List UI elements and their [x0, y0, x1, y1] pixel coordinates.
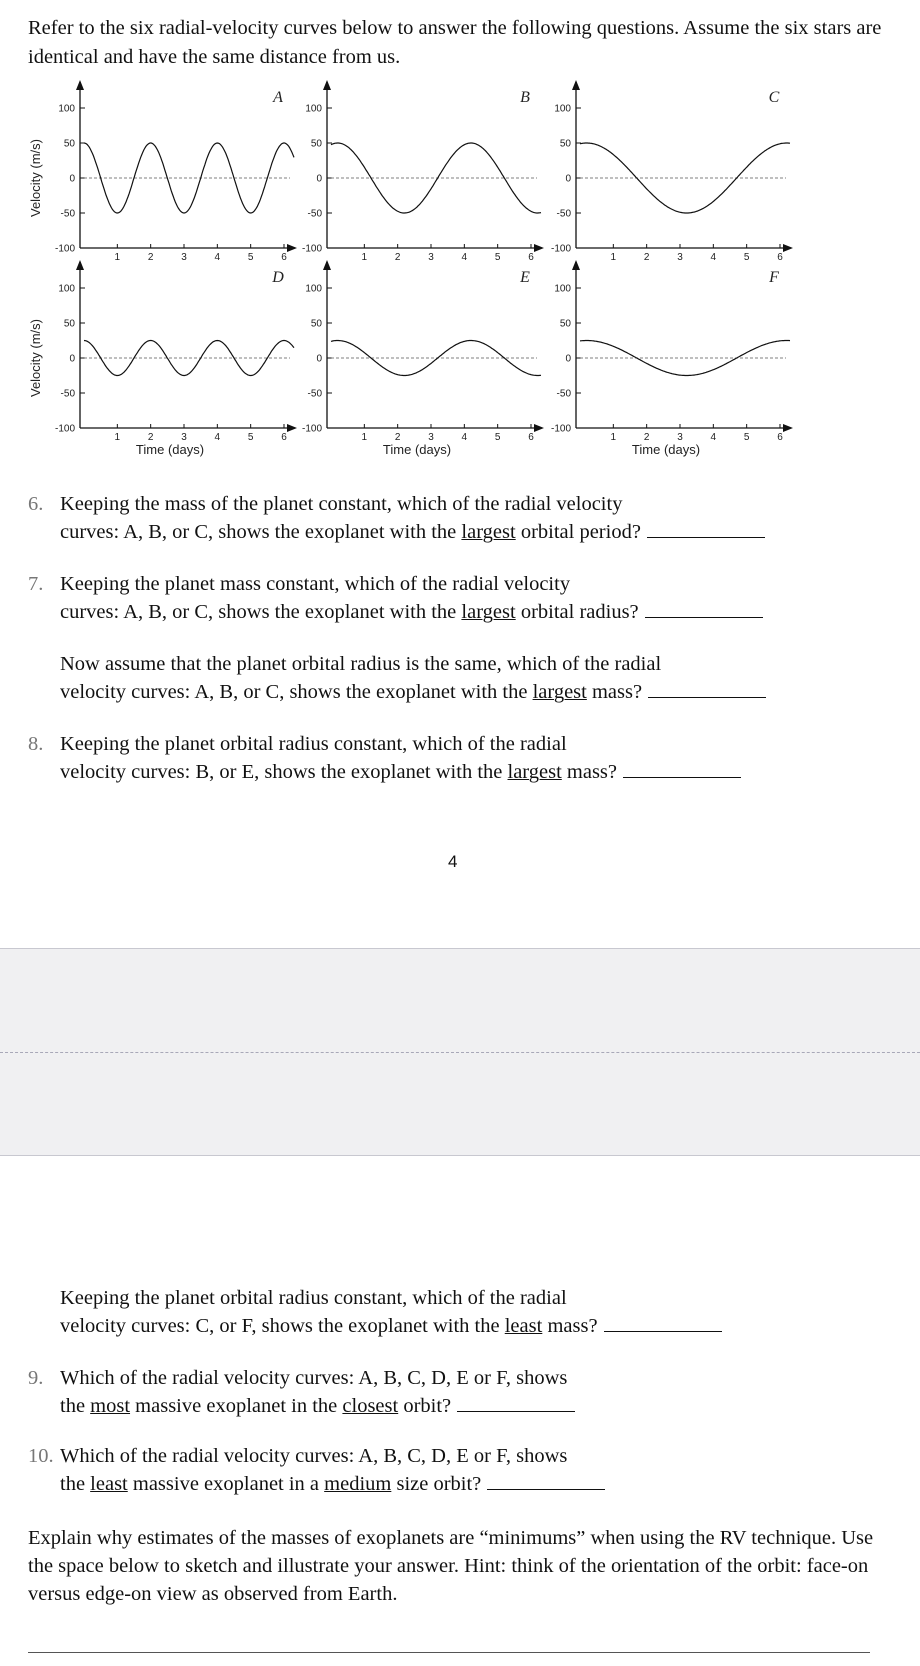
y-tick-label: -100	[54, 423, 75, 435]
x-axis-arrow	[534, 424, 544, 432]
question-line: curves: A, B, or C, shows the exoplanet with the largest orbital period?	[60, 518, 765, 546]
question-line: Keeping the planet orbital radius constant, which of the radial	[60, 1287, 567, 1309]
y-tick-label: 100	[58, 283, 75, 295]
x-tick-label: 2	[643, 432, 650, 443]
x-tick-label: 5	[247, 432, 254, 443]
question-line: Which of the radial velocity curves: A, B, C, D, E or F, shows	[60, 1445, 568, 1467]
y-tick-label: -100	[301, 243, 322, 255]
y-axis-arrow	[76, 80, 84, 90]
answer-blank[interactable]	[645, 599, 763, 618]
y-tick-label: -50	[60, 208, 75, 220]
panel-label: F	[769, 269, 779, 286]
y-axis-title: Velocity (m/s)	[28, 318, 43, 398]
question-number: 10.	[28, 1445, 54, 1467]
answer-blank[interactable]	[648, 679, 766, 698]
x-axis-arrow	[783, 424, 793, 432]
x-tick-label: 4	[710, 252, 717, 263]
y-tick-label: 100	[554, 283, 571, 295]
panel-label: D	[272, 269, 284, 286]
y-tick-label: -50	[556, 208, 571, 220]
panel-label: E	[520, 269, 530, 286]
x-tick-label: 3	[181, 432, 187, 443]
x-tick-label: 6	[777, 252, 783, 263]
x-tick-label: 6	[777, 432, 783, 443]
x-tick-label: 1	[361, 252, 368, 263]
y-tick-label: -50	[307, 388, 322, 400]
answer-line[interactable]	[28, 1652, 870, 1653]
rv-panel-b	[302, 80, 544, 263]
x-tick-label: 1	[114, 252, 121, 263]
y-tick-label: 100	[554, 103, 571, 115]
question-number: 6.	[28, 493, 44, 515]
y-tick-label: -100	[550, 423, 571, 435]
question-line: the least massive exoplanet in a medium size orbit?	[60, 1470, 605, 1498]
x-tick-label: 1	[610, 432, 617, 443]
answer-blank[interactable]	[487, 1471, 605, 1490]
y-tick-label: 0	[69, 173, 75, 185]
y-axis-arrow	[76, 260, 84, 270]
y-tick-label: 0	[565, 353, 571, 365]
x-tick-label: 2	[394, 252, 401, 263]
question-line: velocity curves: C, or F, shows the exoplanet with the least mass?	[60, 1312, 722, 1340]
x-tick-label: 1	[610, 252, 617, 263]
y-tick-label: 0	[565, 173, 571, 185]
answer-blank[interactable]	[604, 1313, 722, 1332]
question-line: Which of the radial velocity curves: A, B, C, D, E or F, shows	[60, 1367, 568, 1389]
x-tick-label: 2	[147, 252, 154, 263]
x-tick-label: 6	[528, 252, 534, 263]
x-tick-label: 5	[494, 252, 501, 263]
y-tick-label: 50	[559, 318, 571, 330]
x-tick-label: 5	[743, 432, 750, 443]
x-tick-label: 6	[281, 252, 287, 263]
page-break	[0, 948, 920, 1156]
rv-panel-c	[551, 80, 793, 263]
question-line: the most massive exoplanet in the closest orbit?	[60, 1392, 575, 1420]
x-tick-label: 3	[181, 252, 187, 263]
x-axis-arrow	[534, 244, 544, 252]
rv-panel-f	[551, 260, 793, 457]
x-tick-label: 3	[428, 252, 434, 263]
rv-panel-a	[28, 80, 297, 263]
x-tick-label: 6	[528, 432, 534, 443]
y-axis-arrow	[323, 80, 331, 90]
intro-paragraph: Refer to the six radial-velocity curves below to answer the following questions. Assume the six stars are identical and have the same distance from us.	[28, 17, 882, 68]
rv-panel-d	[28, 260, 297, 457]
y-tick-label: 100	[305, 283, 322, 295]
x-tick-label: 3	[677, 432, 683, 443]
x-tick-label: 5	[494, 432, 501, 443]
x-axis-arrow	[287, 244, 297, 252]
y-tick-label: 50	[63, 318, 75, 330]
page-number: 4	[448, 852, 458, 871]
y-tick-label: -100	[550, 243, 571, 255]
y-axis-arrow	[323, 260, 331, 270]
x-tick-label: 4	[461, 252, 468, 263]
y-axis-arrow	[572, 260, 580, 270]
x-tick-label: 1	[114, 432, 121, 443]
x-tick-label: 3	[428, 432, 434, 443]
answer-blank[interactable]	[457, 1393, 575, 1412]
x-tick-label: 2	[394, 432, 401, 443]
y-tick-label: 50	[63, 138, 75, 150]
question-line: Keeping the planet orbital radius constant, which of the radial	[60, 733, 567, 755]
x-tick-label: 4	[461, 432, 468, 443]
y-tick-label: -100	[301, 423, 322, 435]
question-line: Keeping the planet mass constant, which of the radial velocity	[60, 573, 571, 595]
x-tick-label: 1	[361, 432, 368, 443]
rv-panel-e	[302, 260, 544, 457]
y-axis-title: Velocity (m/s)	[28, 138, 43, 218]
panel-label: A	[273, 89, 283, 106]
x-axis-title: Time (days)	[631, 442, 701, 457]
y-axis-arrow	[572, 80, 580, 90]
x-tick-label: 4	[214, 252, 221, 263]
x-tick-label: 5	[743, 252, 750, 263]
y-tick-label: -50	[307, 208, 322, 220]
explain-paragraph: Explain why estimates of the masses of exoplanets are “minimums” when using the RV technique. Use the space below to sketch and illustrate your answer. Hint: think of the orientation of the orbit: face-on versus edge-on view as observed from Earth.	[28, 1527, 874, 1605]
x-tick-label: 2	[643, 252, 650, 263]
answer-blank[interactable]	[647, 519, 765, 538]
question-line: Now assume that the planet orbital radius is the same, which of the radial	[60, 653, 662, 675]
y-tick-label: 100	[305, 103, 322, 115]
y-tick-label: -50	[60, 388, 75, 400]
y-tick-label: -100	[54, 243, 75, 255]
y-tick-label: 50	[310, 318, 322, 330]
y-tick-label: -50	[556, 388, 571, 400]
y-tick-label: 0	[69, 353, 75, 365]
question-line: curves: A, B, or C, shows the exoplanet with the largest orbital radius?	[60, 598, 763, 626]
x-tick-label: 6	[281, 432, 287, 443]
question-number: 9.	[28, 1367, 44, 1389]
y-tick-label: 0	[316, 173, 322, 185]
question-line: velocity curves: A, B, or C, shows the exoplanet with the largest mass?	[60, 678, 766, 706]
x-axis-title: Time (days)	[135, 442, 205, 457]
x-tick-label: 4	[710, 432, 717, 443]
question-line: Keeping the mass of the planet constant, which of the radial velocity	[60, 493, 623, 515]
x-tick-label: 3	[677, 252, 683, 263]
question-number: 8.	[28, 733, 44, 755]
radial-velocity-charts	[0, 0, 920, 470]
panel-label: C	[768, 89, 780, 106]
x-tick-label: 2	[147, 432, 154, 443]
x-axis-arrow	[287, 424, 297, 432]
x-axis-arrow	[783, 244, 793, 252]
question-line: velocity curves: B, or E, shows the exoplanet with the largest mass?	[60, 758, 741, 786]
page-break-line	[0, 1052, 920, 1053]
y-tick-label: 50	[310, 138, 322, 150]
question-number: 7.	[28, 573, 44, 595]
y-tick-label: 50	[559, 138, 571, 150]
y-tick-label: 100	[58, 103, 75, 115]
x-tick-label: 4	[214, 432, 221, 443]
x-axis-title: Time (days)	[382, 442, 452, 457]
x-tick-label: 5	[247, 252, 254, 263]
y-tick-label: 0	[316, 353, 322, 365]
panel-label: B	[520, 89, 530, 106]
answer-blank[interactable]	[623, 759, 741, 778]
